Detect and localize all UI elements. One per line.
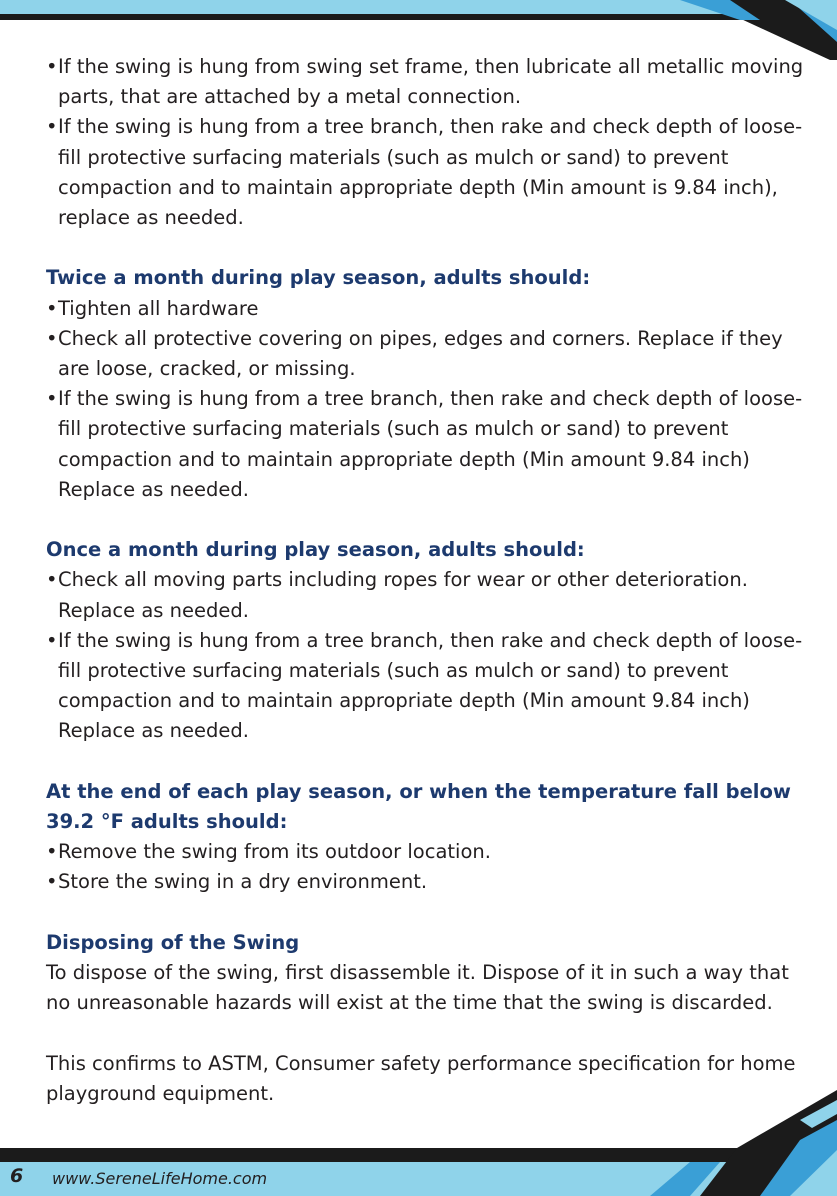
section-disposing xyxy=(46,928,806,1019)
page-number: 6 xyxy=(10,1165,24,1187)
conformity-text: This confirms to ASTM, Consumer safety performance specification for home playground equipment. xyxy=(46,1051,796,1105)
bullet-item: • Check all moving parts including ropes for wear or other deterioration. Replace as needed. xyxy=(46,565,806,625)
bullet-item: • Tighten all hardware xyxy=(46,294,806,324)
disposing-text: To dispose of the swing, first disassemble it. Dispose of it in such a way that no unreasonable hazards will exist at the time that the swing is discarded. xyxy=(46,961,789,1015)
top-decorative-band xyxy=(0,0,837,60)
content-area xyxy=(46,52,806,1109)
section-maintenance-general xyxy=(46,52,806,233)
bullet-item: • Check all protective covering on pipes, edges and corners. Replace if they are loose, cracked, or missing. xyxy=(46,324,806,384)
section-heading: At the end of each play season, or when the temperature fall below 39.2 °F adults should: xyxy=(46,779,791,834)
section-end-of-season xyxy=(46,777,806,898)
section-twice-a-month xyxy=(46,263,806,505)
section-once-a-month xyxy=(46,535,806,746)
bullet-item: • If the swing is hung from a tree branch, then rake and check depth of loose-fill protective surfacing materials (such as mulch or sand) to prevent compaction and to maintain appropriate depth (Min amount is 9.84 inch), replace as needed. xyxy=(46,112,806,233)
footer-url[interactable]: www.SereneLifeHome.com xyxy=(52,1169,268,1188)
bullet-item: • If the swing is hung from swing set frame, then lubricate all metallic moving parts, that are attached by a metal connection. xyxy=(46,52,806,112)
bullet-item: • Remove the swing from its outdoor location. xyxy=(46,837,806,867)
section-heading: Twice a month during play season, adults should: xyxy=(46,266,591,290)
bullet-item: • Store the swing in a dry environment. xyxy=(46,867,806,897)
bullet-item: • If the swing is hung from a tree branch, then rake and check depth of loose-fill protective surfacing materials (such as mulch or sand) to prevent compaction and to maintain appropriate depth (Min amount 9.84 inch) Replace as needed. xyxy=(46,626,806,747)
section-heading: Once a month during play season, adults should: xyxy=(46,538,585,562)
section-heading: Disposing of the Swing xyxy=(46,930,300,954)
bullet-item: • If the swing is hung from a tree branch, then rake and check depth of loose-fill protective surfacing materials (such as mulch or sand) to prevent compaction and to maintain appropriate depth (Min amount 9.84 inch) Replace as needed. xyxy=(46,384,806,505)
